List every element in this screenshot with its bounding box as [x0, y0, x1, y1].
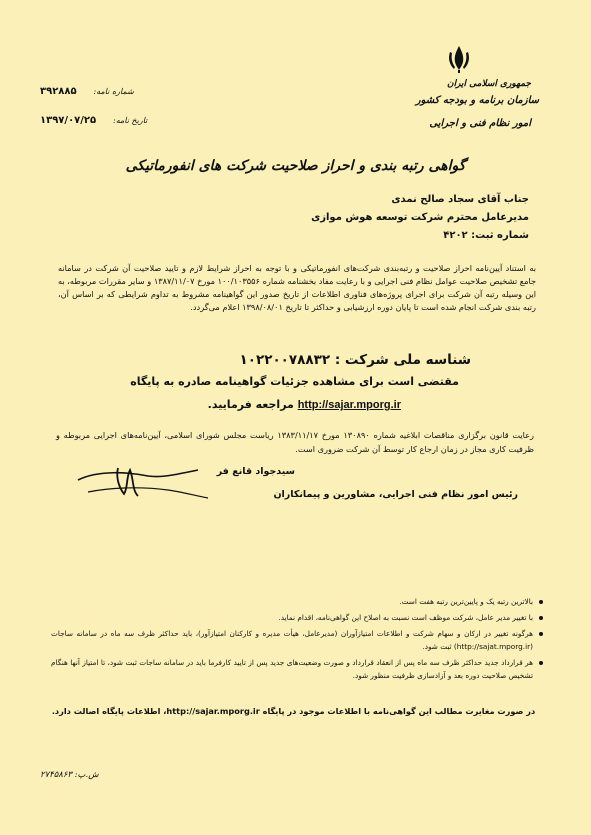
sajar-link[interactable]: http://sajar.mporg.ir [297, 399, 401, 411]
national-id-label: شناسه ملی شرکت : [334, 352, 471, 368]
letter-date-label: تاریخ نامه: [113, 116, 148, 125]
signatory-name: سیدجواد قانع فر [216, 466, 295, 477]
validity-warning: در صورت مغایرت مطالب این گواهی‌نامه با اطلاعات موجود در پایگاه http://sajar.mporg.ir، اطلاعات پایگاه اصالت دارد. [51, 706, 536, 716]
info-suffix: مراجعه فرمایید. [207, 398, 294, 411]
org-line-organization: سازمان برنامه و بودجه کشور [415, 95, 539, 106]
notes-list [51, 595, 543, 685]
registration-number: شماره ثبت: ۴۲۰۲ [443, 230, 529, 241]
document-title: گواهی رتبه بندی و احراز صلاحیت شرکت های انفورماتیکی [125, 158, 466, 174]
signature-icon [68, 462, 218, 502]
note-item: با تغییر مدیر عامل، شرکت موظف است نسبت به اصلاح این گواهی‌نامه، اقدام نماید. [51, 611, 543, 624]
law-paragraph: رعایت قانون برگزاری مناقصات ابلاغیه شماره ۱۳۰۸۹۰ مورخ ۱۳۸۳/۱۱/۱۷ ریاست مجلس شورای اسلامی، آیین‌نامه‌های اجرایی مربوطه و ظرفیت کاری مجاز در زمان ارجاع کار توسط آن شرکت ضروری است. [56, 430, 535, 454]
iran-emblem-icon [446, 44, 472, 74]
info-line-2 [208, 398, 401, 411]
letter-date-value: ۱۳۹۷/۰۷/۲۵ [40, 115, 97, 126]
note-item: بالاترین رتبه یک و پایین‌ترین رتبه هفت است. [51, 595, 543, 608]
body-paragraph: به استناد آیین‌نامه احراز صلاحیت و رتبه‌بندی شرکت‌های انفورماتیکی و با توجه به احراز شرایط لازم و تایید صلاحیت آن شرکت در سامانه جامع تشخیص صلاحیت عوامل نظام فنی اجرایی و با رعایت مفاد بخشنامه شماره ۱۰۰/۱۰۳۵۵۶ مورخ ۱۳۸۷/۱۱/۰۷ و سایر مقررات مربوطه، به این وسیله رتبه آن شرکت برای اجرای پروژه‌های فناوری اطلاعات از تاریخ صدور این گواهینامه مشروط به تداوم شرایطی که بر اساس آن، رتبه بندی شرکت انجام شده است تا پایان دوره ارزشیابی و حداکثر تا تاریخ ۱۳۹۸/۰۸/۰۱ اعلام می‌گردد. [58, 263, 537, 312]
signatory-title: رئیس امور نظام فنی اجرایی، مشاورین و پیمانکاران [273, 489, 518, 500]
addressee-name: جناب آقای سجاد صالح نمدی [391, 194, 529, 205]
addressee-position: مدیرعامل محترم شرکت توسعه هوش موازی [311, 212, 529, 223]
letter-number-label: شماره نامه: [93, 87, 134, 96]
note-item: هر قرارداد جدید حداکثر ظرف سه ماه پس از انعقاد قرارداد و صورت وضعیت‌های جدید پس از تایید کارفرما باید در سامانه ساجات ثبت شود، تا امتیاز آنها هنگام تشخیص صلاحیت دوره بعد و آزادسازی ظرفیت منظور شود. [51, 656, 543, 682]
national-id-value: ۱۰۲۲۰۰۷۸۸۳۲ [239, 352, 331, 368]
letter-number [40, 86, 134, 97]
national-id [239, 352, 471, 368]
serial-number: ش.پ: ۲۷۴۵۸۶۳ [40, 770, 99, 780]
letter-date [40, 115, 147, 126]
org-line-department: امور نظام فنی و اجرایی [429, 118, 531, 129]
org-line-country: جمهوری اسلامی ایران [446, 79, 531, 89]
note-item: هرگونه تغییر در ارکان و سهام شرکت و اطلاعات امتیازآوران (مدیرعامل، هیأت مدیره و کارکنان امتیازآور)، باید حداکثر ظرف سه ماه در سامانه ساجات (http://sajat.mporg.ir) ثبت شود. [51, 627, 543, 653]
letter-number-value: ۳۹۲۸۸۵ [40, 86, 77, 97]
info-line: مقتضی است برای مشاهده جزئیات گواهینامه صادره به پایگاه [130, 375, 459, 388]
